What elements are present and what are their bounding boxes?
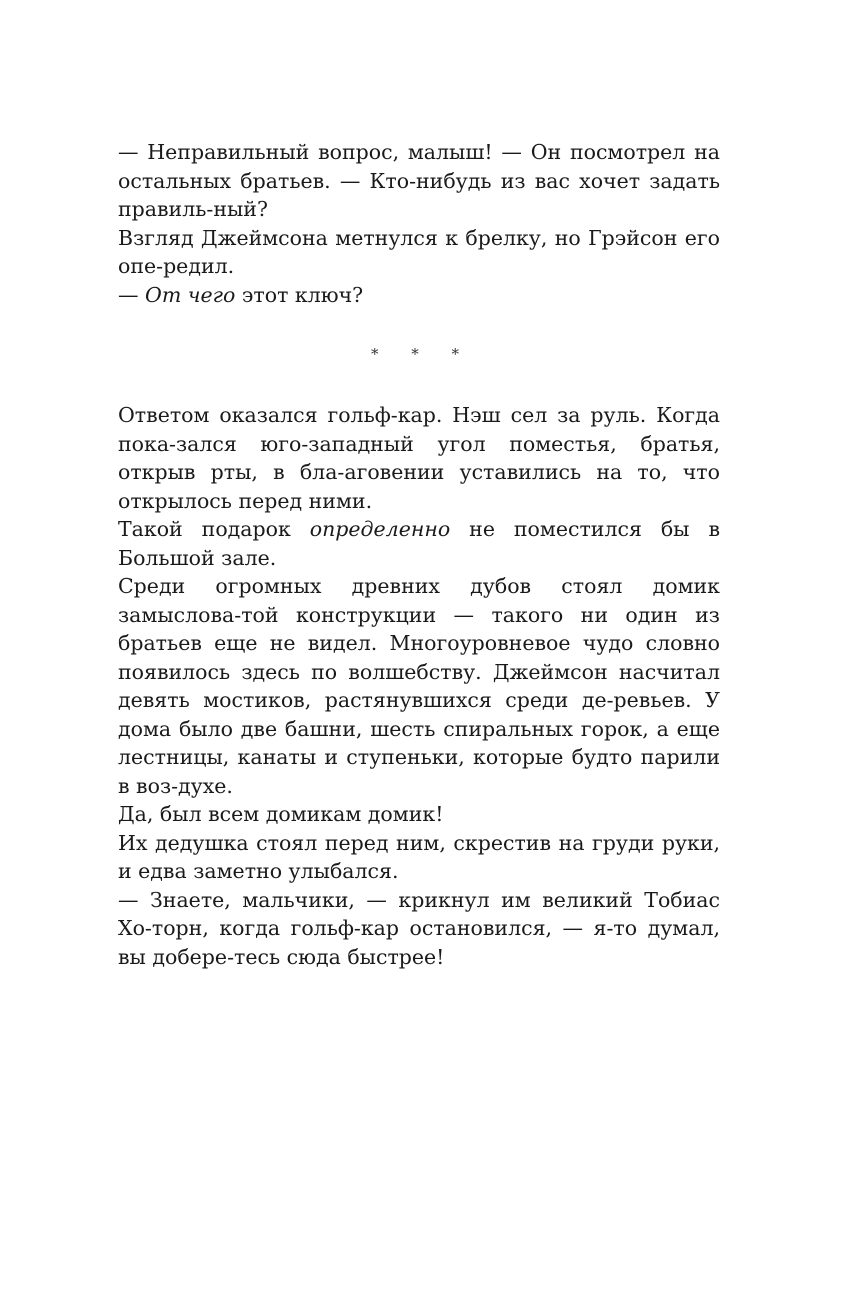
- paragraph: [118, 401, 720, 515]
- paragraph-text: —: [118, 282, 146, 307]
- paragraph: [118, 886, 720, 972]
- paragraph-text: — Знаете, мальчики, — крикнул им великий Тобиас Хо-торн, когда гольф-кар остановился, — я-то думал, вы доберe-тесь сюда быстрее!: [118, 887, 720, 969]
- paragraph: [118, 138, 720, 224]
- paragraph-text: Среди огромных древних дубов стоял домик замыслова-той конструкции — такого ни один из братьев еще не видел. Многоуровневое чудо словно появилось здесь по волшебству. Джеймсон насчитал девять мостиков, растянувшихся среди де-ревьев. У дома было две башни, шесть спиральных горок, а еще лестницы, канаты и ступеньки, которые будто парили в воз-духе.: [118, 574, 720, 798]
- italic-text: От чего: [145, 282, 236, 307]
- paragraph-text: не поместился бы в Большой зале.: [118, 517, 720, 570]
- paragraph: [118, 515, 720, 572]
- paragraph: [118, 800, 720, 829]
- paragraph-text: Да, был всем домикам домик!: [118, 802, 444, 826]
- section-separator: * * *: [370, 345, 474, 363]
- text-section-2: [118, 401, 720, 971]
- paragraph-text: Ответом оказался гольф-кар. Нэш сел за руль. Когда пока-зался юго-западный угол поместья, братья, открыв рты, в бла-аговении уставились на то, что открылось перед ними.: [118, 403, 720, 513]
- paragraph: [118, 829, 720, 886]
- paragraph-text: Их дедушка стоял перед ним, скрестив на груди руки, и едва заметно улыбался.: [118, 830, 720, 883]
- paragraph-text: — Неправильный вопрос, малыш! — Он посмотрел на остальных братьев. — Кто-нибудь из вас хочет задать правиль-ный?: [118, 140, 720, 221]
- paragraph-text: Такой подарок: [118, 517, 310, 541]
- paragraph: [118, 224, 720, 281]
- text-section-1: [118, 138, 720, 309]
- paragraph: [118, 572, 720, 800]
- paragraph-text: Взгляд Джеймсона метнулся к брелку, но Грэйсон его опе-редил.: [118, 225, 720, 278]
- paragraph-text: этот ключ?: [235, 282, 364, 307]
- italic-text: определенно: [309, 517, 451, 541]
- paragraph: [118, 281, 720, 310]
